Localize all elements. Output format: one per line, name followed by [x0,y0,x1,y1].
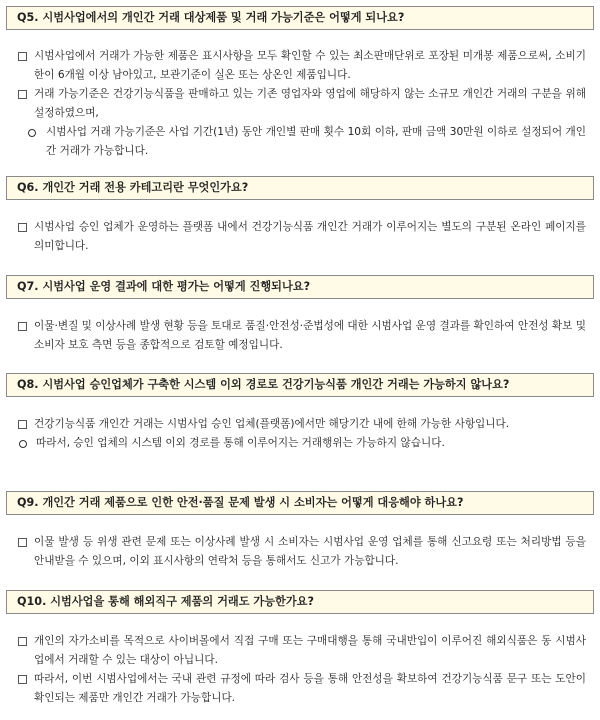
checkbox-bullet-icon [18,420,27,429]
answer-item: 시범사업 승인 업체가 운영하는 플랫폼 내에서 건강기능식품 개인간 거래가 이루어지는 별도의 구분된 온라인 페이지를 의미합니다. [18,218,586,256]
faq-question-q7: Q7. 시범사업 운영 결과에 대한 평가는 어떻게 진행되나요? [6,275,594,299]
faq-answer-q9 [18,533,586,571]
circle-bullet-icon [28,129,36,137]
faq-question-q5: Q5. 시범사업에서의 개인간 거래 대상제품 및 거래 가능기준은 어떻게 되나요? [6,6,594,30]
checkbox-bullet-icon [18,52,27,61]
faq-question-q8: Q8. 시범사업 승인업체가 구축한 시스템 이외 경로로 건강기능식품 개인간 거래는 가능하지 않나요? [6,373,594,397]
answer-item: 건강기능식품 개인간 거래는 시범사업 승인 업체(플랫폼)에서만 해당기간 내에 한해 가능한 사항입니다. [18,415,586,434]
faq-question-q10: Q10. 시범사업을 통해 해외직구 제품의 거래도 가능한가요? [6,590,594,614]
answer-item: 이물·변질 및 이상사례 발생 현황 등을 토대로 품질·안전성·준법성에 대한 시범사업 운영 결과를 확인하여 안전성 확보 및 소비자 보호 측면 등을 종합적으로 검토할 예정입니다. [18,317,586,355]
answer-item: 이물 발생 등 위생 관련 문제 또는 이상사례 발생 시 소비자는 시범사업 운영 업체를 통해 신고요령 또는 처리방법 등을 안내받을 수 있으며, 이외 표시사항의 연락처 등을 통해서도 신고가 가능합니다. [18,533,586,571]
faq-question-q9: Q9. 개인간 거래 제품으로 인한 안전·품질 문제 발생 시 소비자는 어떻게 대응해야 하나요? [6,491,594,515]
faq-answer-q5 [18,47,586,161]
checkbox-bullet-icon [18,223,27,232]
checkbox-bullet-icon [18,90,27,99]
checkbox-bullet-icon [18,675,27,684]
checkbox-bullet-icon [18,538,27,547]
answer-item: 시범사업에서 거래가 가능한 제품은 표시사항을 모두 확인할 수 있는 최소판매단위로 포장된 미개봉 제품으로써, 소비기한이 6개월 이상 남아있고, 보관기준이 실온 또는 상온인 제품입니다. [18,47,586,85]
answer-item: 개인의 자가소비를 목적으로 사이버몰에서 직접 구매 또는 구매대행을 통해 국내반입이 이루어진 해외식품은 동 시범사업에서 거래할 수 있는 대상이 아닙니다. [18,632,586,670]
answer-subitem: 따라서, 승인 업체의 시스템 이외 경로를 통해 이루어지는 거래행위는 가능하지 않습니다. [18,434,586,453]
faq-answer-q6 [18,218,586,256]
faq-answer-q7 [18,317,586,355]
answer-item: 따라서, 이번 시범사업에서는 국내 관련 규정에 따라 검사 등을 통해 안전성을 확보하여 건강기능식품 문구 또는 도안이 확인되는 제품만 개인간 거래가 가능합니다. [18,670,586,708]
checkbox-bullet-icon [18,637,27,646]
faq-question-q6: Q6. 개인간 거래 전용 카테고리란 무엇인가요? [6,176,594,200]
checkbox-bullet-icon [18,322,27,331]
circle-bullet-icon [19,440,27,448]
answer-item: 거래 가능기준은 건강기능식품을 판매하고 있는 기존 영업자와 영업에 해당하지 않는 소규모 개인간 거래의 구분을 위해 설정하였으며, [18,85,586,123]
answer-subitem: 시범사업 거래 가능기준은 사업 기간(1년) 동안 개인별 판매 횟수 10회 이하, 판매 금액 30만원 이하로 설정되어 개인간 거래가 가능합니다. [18,123,586,161]
faq-answer-q8 [18,415,586,453]
faq-answer-q10 [18,632,586,708]
